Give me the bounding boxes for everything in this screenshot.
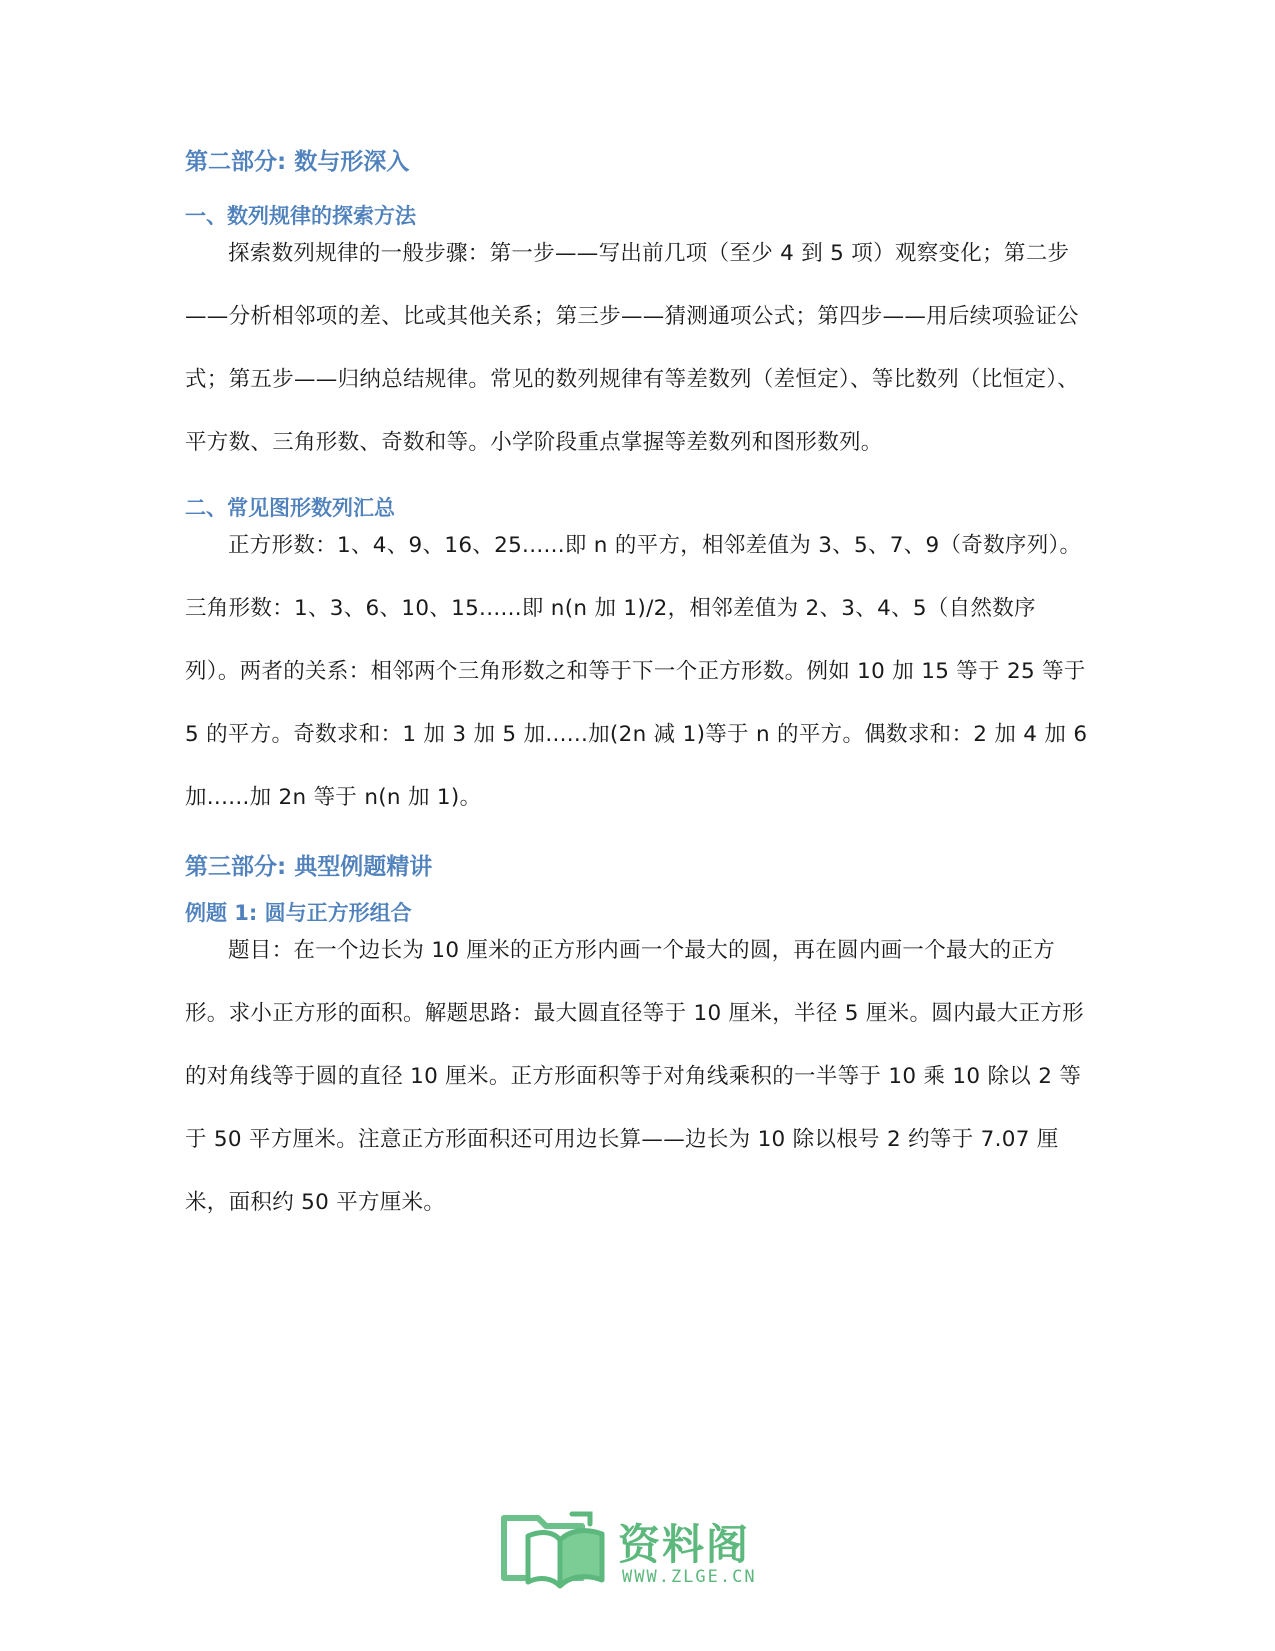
site-logo	[498, 1508, 788, 1590]
part3-title: 第三部分: 典型例题精讲	[185, 854, 433, 880]
open-book-folder-icon	[498, 1508, 610, 1590]
logo-url: WWW.ZLGE.CN	[622, 1567, 757, 1587]
part2-title: 第二部分: 数与形深入	[185, 149, 410, 175]
section1-title: 一、数列规律的探索方法	[185, 204, 416, 228]
document-content	[185, 140, 1090, 1234]
section2-paragraph: 正方形数：1、4、9、16、25......即 n 的平方，相邻差值为 3、5、7、9（奇数序列）。三角形数：1、3、6、10、15......即 n(n 加 1)/2，相邻差值为 2、3、4、5（自然数序列）。两者的关系：相邻两个三角形数之和等于下一个正方形数。例如 10 加 15 等于 25 等于 5 的平方。奇数求和：1 加 3 加 5 加......加(2n 减 1)等于 n 的平方。偶数求和：2 加 4 加 6 加......加 2n 等于 n(n 加 1)。	[185, 533, 1088, 810]
example1-title: 例题 1: 圆与正方形组合	[185, 901, 412, 925]
section2-title: 二、常见图形数列汇总	[185, 496, 395, 520]
example1-paragraph: 题目：在一个边长为 10 厘米的正方形内画一个最大的圆，再在圆内画一个最大的正方形。求小正方形的面积。解题思路：最大圆直径等于 10 厘米，半径 5 厘米。圆内最大正方形的对角线等于圆的直径 10 厘米。正方形面积等于对角线乘积的一半等于 10 乘 10 除以 2 等于 50 平方厘米。注意正方形面积还可用边长算——边长为 10 除以根号 2 约等于 7.07 厘米，面积约 50 平方厘米。	[185, 938, 1084, 1215]
section1-paragraph: 探索数列规律的一般步骤：第一步——写出前几项（至少 4 到 5 项）观察变化；第二步——分析相邻项的差、比或其他关系；第三步——猜测通项公式；第四步——用后续项验证公式；第五步——归纳总结规律。常见的数列规律有等差数列（差恒定）、等比数列（比恒定）、平方数、三角形数、奇数和等。小学阶段重点掌握等差数列和图形数列。	[185, 241, 1080, 455]
logo-name: 资料阁	[618, 1520, 751, 1569]
